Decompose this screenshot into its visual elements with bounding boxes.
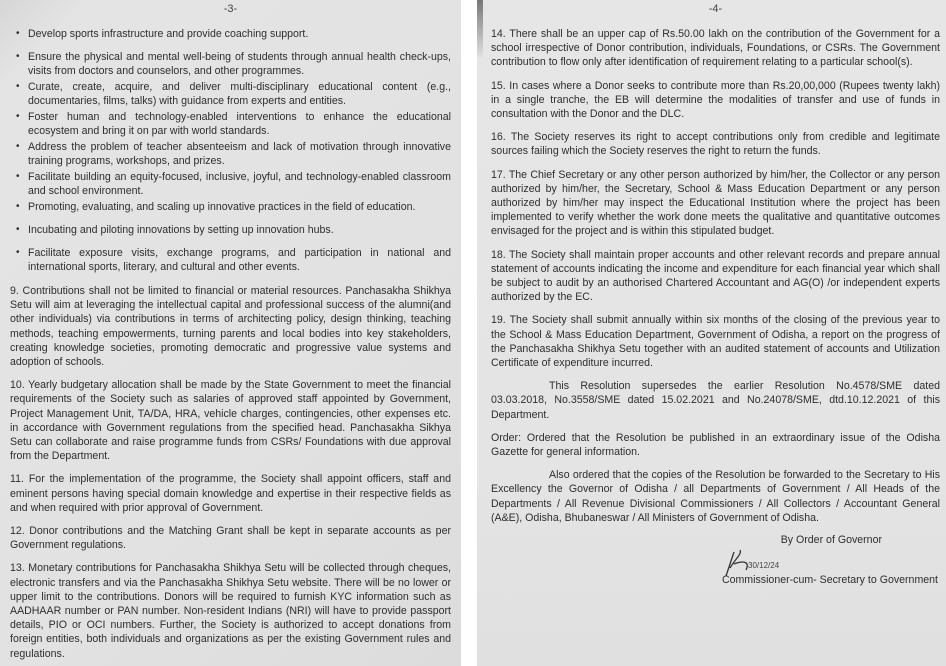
handwritten-signature	[491, 552, 790, 574]
objectives-bullet-list	[10, 27, 451, 274]
page-4	[477, 0, 946, 666]
clause-14: 14. There shall be an upper cap of Rs.50.00 lakh on the contribution of the Government for a school irrespective of Donor contribution, individuals, Foundations, or CSRs. The Government contribution to flow only after identification of requirement relating to a particular school(s).	[491, 28, 940, 69]
bullet-item: • Facilitate building an equity-focused, inclusive, joyful, and technology-enabled classroom and school environment.	[28, 170, 451, 198]
signature-icon	[720, 548, 790, 578]
clause-18: 18. The Society shall maintain proper accounts and other relevant records and prepare annual statement of accounts indicating the income and expenditure for each financial year which shall be subject to audit by an authorised Chartered Accountant and AG(O) /or independent experts authorized by the EC.	[491, 248, 940, 304]
bullet-item: • Foster human and technology-enabled interventions to enhance the educational ecosystem and bring it on par with world standards.	[28, 110, 451, 138]
clause-16: 16. The Society reserves its right to accept contributions only from credible and legitimate sources failing which the Society reserves the right to return the funds.	[491, 131, 940, 158]
signatory-designation: Commissioner-cum- Secretary to Government	[721, 574, 938, 587]
bullet-item: • Address the problem of teacher absenteeism and lack of motivation through innovative training programs, workshops, and prizes.	[28, 140, 451, 168]
clause-10: 10. Yearly budgetary allocation shall be made by the State Government to meet the financial requirements of the Society such as salaries of approved staff appointed by Government, Project Management Unit, TA/DA, HRA, vehicle charges, contingencies, other expenses etc. in accordance with Government regulations from the specified head. Panchasakha Sikhya Setu can collaborate and raise programme funds from CSRs/ Foundations with due approval from the Department.	[10, 379, 451, 463]
bullet-item: • Ensure the physical and mental well-being of students through annual health check-ups, visits from doctors and counselors, and other programmes.	[28, 50, 451, 78]
supersede-note: This Resolution supersedes the earlier Resolution No.4578/SME dated 03.03.2018, No.3558/SME dated 15.02.2021 and No.24078/SME, dtd.10.12.2021 of this Department.	[491, 380, 940, 421]
clause-13: 13. Monetary contributions for Panchasakha Shikhya Setu will be collected through cheques, electronic transfers and via the Panchasakha Shikhya Setu website. There will be no lower or upper limit to the contributions. Donors will be required to furnish KYC information such as AADHAAR number or PAN number. Non-resident Indians (NRI) will have to provide passport details, PIO or OCI numbers. Further, the Society is authorized to accept donations from foreign entities, both individuals and organizations as per the existing Government rules and regulations.	[10, 562, 451, 660]
bullet-item: • Develop sports infrastructure and provide coaching support.	[28, 27, 451, 41]
clause-11: 11. For the implementation of the programme, the Society shall appoint officers, staff and eminent persons having special domain knowledge and expertise in their respective fields as and when required with prior approval of Government.	[10, 473, 451, 514]
clause-17: 17. The Chief Secretary or any other person authorized by him/her, the Collector or any person authorized by him/her, the Secretary, School & Mass Education Department or any person authorized by him/her may inspect the Educational Institution where the project has been implemented to verify whether the work done meets the qualitative and quantitative outcomes envisaged for the project and is within this stipulated budget.	[491, 168, 940, 238]
page-3	[0, 0, 461, 666]
bullet-item: • Facilitate exposure visits, exchange programs, and participation in national and international sports, literary, and cultural and other events.	[28, 246, 451, 274]
bullet-item: • Curate, create, acquire, and deliver multi-disciplinary educational content (e.g., documentaries, films, talks) with guidance from experts and entities.	[28, 80, 451, 108]
svg-text:30/12/24: 30/12/24	[748, 561, 780, 571]
clause-19: 19. The Society shall submit annually within six months of the closing of the previous year to the School & Mass Education Department, Government of Odisha, a report on the progress of the Panchasakha Shikhya Setu together with an audited statement of accounts and Utilization Certificate of expenditure incurred.	[491, 314, 940, 370]
clause-12: 12. Donor contributions and the Matching Grant shall be kept in separate accounts as per Government regulations.	[10, 525, 451, 552]
bullet-item: • Promoting, evaluating, and scaling up innovative practices in the field of education.	[28, 200, 451, 214]
page-number: -3-	[223, 3, 238, 15]
signature-block	[491, 534, 940, 586]
bullet-item: • Incubating and piloting innovations by setting up innovation hubs.	[28, 223, 451, 237]
gazette-order: Order: Ordered that the Resolution be published in an extraordinary issue of the Odisha Gazette for general information.	[491, 431, 940, 459]
clause-15: 15. In cases where a Donor seeks to contribute more than Rs.20,00,000 (Rupees twenty lakh) in a single tranche, the EB will determine the modalities of transfer and use of funds in consultation with the Donor and the DLC.	[491, 79, 940, 121]
clause-9: 9. Contributions shall not be limited to financial or material resources. Panchasakha Shikhya Setu will aim at leveraging the intellectual capital and professional success of the alumni(and other individuals) via contributions in terms of architecting policy, design thinking, teaching methods, teaching empowerments, turning parents and local bodies into key stakeholders, creating knowledge societies, promoting democratic and progressive value systems and adoption of schools.	[10, 285, 451, 369]
page-number: -4-	[708, 3, 723, 15]
by-order-text: By Order of Governor	[780, 534, 882, 547]
distribution-order: Also ordered that the copies of the Resolution be forwarded to the Secretary to His Excellency the Governor of Odisha / all Departments of Government / All Heads of the Departments / All Revenue Divisional Commissioners / All Collectors / Accountant General (A&E), Odisha, Bhubaneswar / All Ministers of Government of Odisha.	[491, 469, 940, 524]
